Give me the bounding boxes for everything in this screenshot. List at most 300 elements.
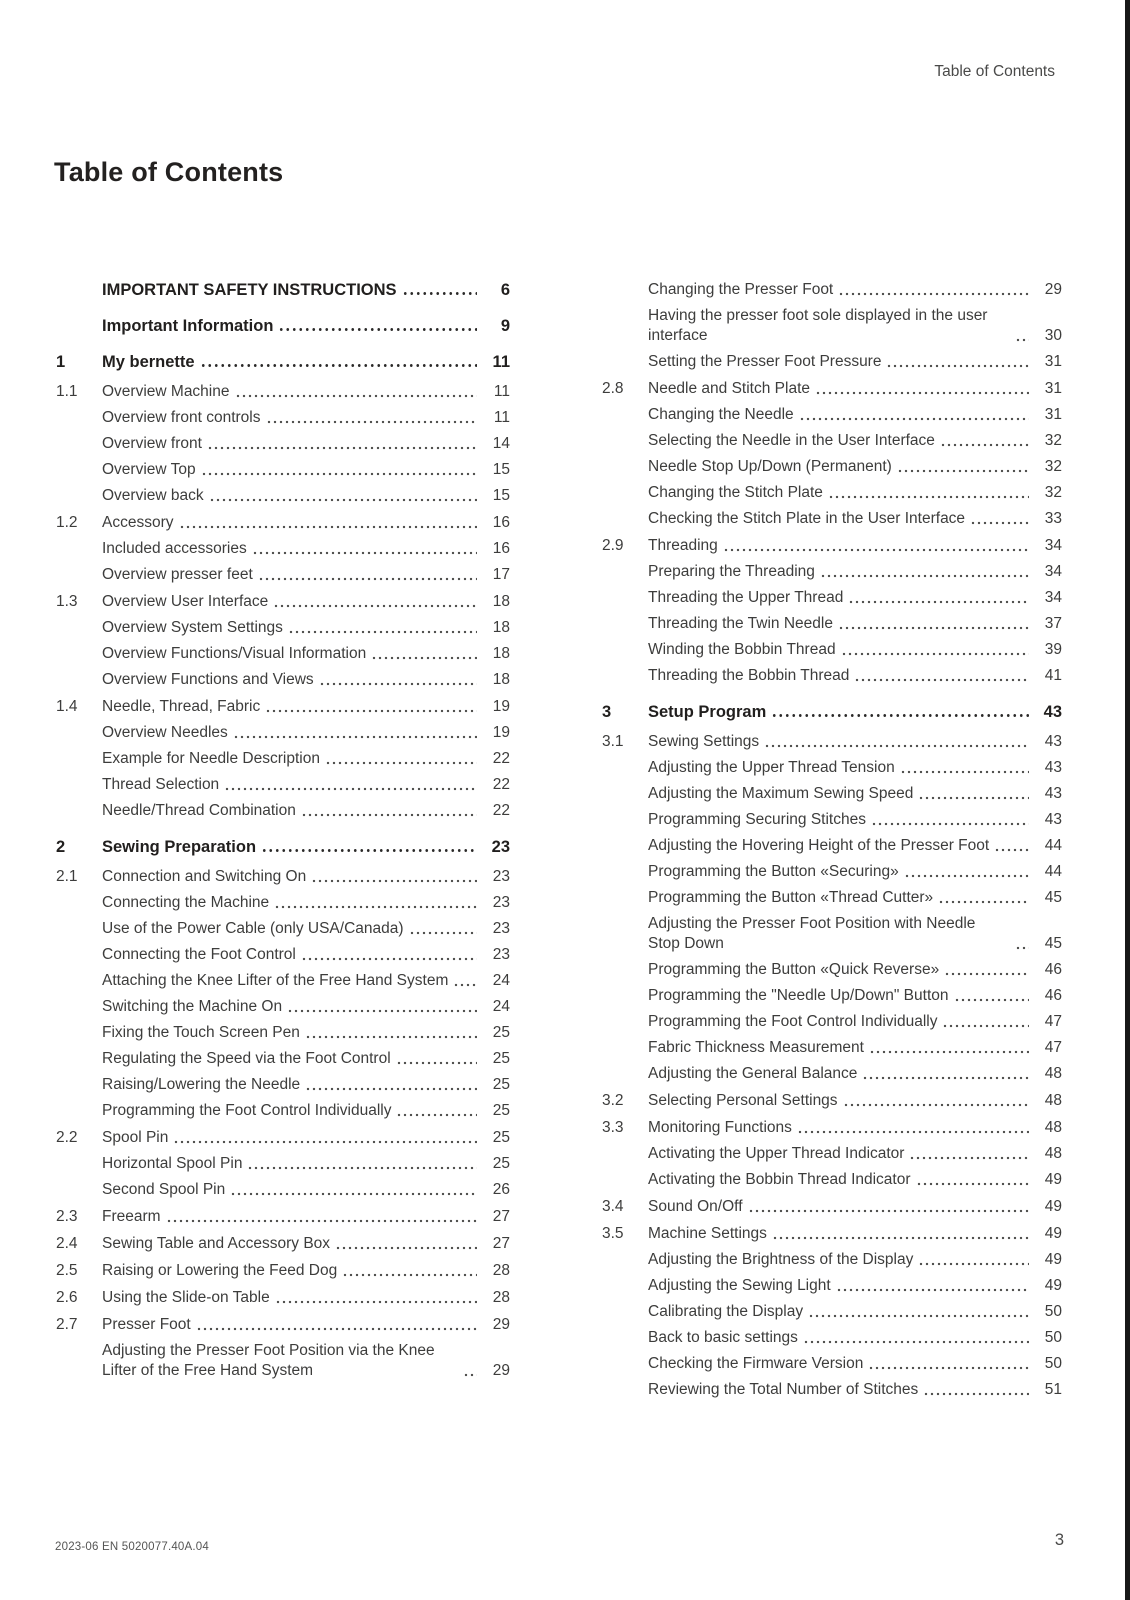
toc-entry-page: 19 (492, 724, 510, 741)
toc-entry (602, 457, 1062, 477)
toc-entry-title: Using the Slide-on Table (102, 1289, 270, 1306)
toc-entry (56, 316, 510, 336)
dot-leader (723, 547, 1029, 553)
dot-leader (274, 904, 477, 910)
dot-leader (918, 1261, 1029, 1267)
toc-entry (56, 460, 510, 480)
toc-entry-title: Changing the Presser Foot (648, 281, 834, 298)
toc-entry-page: 43 (1044, 811, 1062, 828)
toc-entry (56, 434, 510, 454)
toc-entry-page: 48 (1044, 1092, 1062, 1109)
toc-entry-page: 34 (1044, 589, 1062, 606)
toc-entry (56, 971, 510, 991)
dot-leader (848, 599, 1029, 605)
toc-entry-page: 23 (492, 920, 510, 937)
dot-leader (275, 1299, 477, 1305)
toc-entry-title: Second Spool Pin (102, 1181, 226, 1198)
toc-entry (56, 618, 510, 638)
toc-entry-page: 50 (1044, 1303, 1062, 1320)
dot-leader (938, 899, 1029, 905)
toc-entry (56, 1288, 510, 1308)
toc-entry-number: 1.1 (56, 383, 78, 400)
toc-entry (602, 1276, 1062, 1296)
toc-entry (56, 1315, 510, 1335)
toc-entry-title: Freearm (102, 1208, 161, 1225)
dot-leader (808, 1313, 1029, 1319)
toc-entry-title: Overview Machine (102, 383, 230, 400)
toc-entry (602, 405, 1062, 425)
toc-entry-title: Winding the Bobbin Thread (648, 641, 836, 658)
dot-leader (305, 1086, 477, 1092)
toc-entry-title: Overview front controls (102, 409, 261, 426)
toc-entry (602, 784, 1062, 804)
toc-entry (56, 801, 510, 821)
toc-entry-number: 1.4 (56, 698, 78, 715)
toc-entry-title: Changing the Stitch Plate (648, 484, 823, 501)
toc-entry-title: Important Information (102, 317, 274, 335)
dot-leader (371, 655, 477, 661)
toc-entry-number: 2.1 (56, 868, 78, 885)
toc-entry-title: Connecting the Machine (102, 894, 270, 911)
toc-entry-title: Programming the Button «Securing» (648, 863, 899, 880)
toc-entry-title: Attaching the Knee Lifter of the Free Hand System (102, 972, 449, 989)
toc-entry (602, 702, 1062, 722)
toc-entry-page: 25 (492, 1050, 510, 1067)
dot-leader (335, 1245, 477, 1251)
toc-entry (602, 1380, 1062, 1400)
toc-entry-page: 27 (492, 1208, 510, 1225)
toc-entry-page: 24 (492, 972, 510, 989)
dot-leader (301, 812, 477, 818)
toc-entry-number: 1.2 (56, 514, 78, 531)
toc-entry-page: 6 (500, 281, 510, 299)
toc-entry-number: 3.5 (602, 1225, 624, 1242)
toc-entry-page: 32 (1044, 432, 1062, 449)
toc-entry-title: Adjusting the Sewing Light (648, 1277, 831, 1294)
toc-entry (602, 1197, 1062, 1217)
toc-entry-title: Threading the Twin Needle (648, 615, 833, 632)
dot-leader (772, 1235, 1029, 1241)
toc-entry-title: Checking the Stitch Plate in the User Interface (648, 510, 966, 527)
dot-leader (196, 1326, 477, 1332)
toc-entry (602, 306, 1062, 346)
toc-entry (602, 666, 1062, 686)
dot-leader (820, 573, 1029, 579)
toc-entry-number: 3.4 (602, 1198, 624, 1215)
toc-entry-title: Changing the Needle (648, 406, 794, 423)
toc-entry-page: 25 (492, 1155, 510, 1172)
toc-entry (56, 893, 510, 913)
toc-entry (56, 513, 510, 533)
toc-entry-number: 1 (56, 353, 66, 371)
toc-entry (602, 1170, 1062, 1190)
toc-entry-page: 28 (492, 1262, 510, 1279)
toc-entry (56, 867, 510, 887)
dot-leader (797, 1129, 1029, 1135)
dot-leader (173, 1139, 477, 1145)
dot-leader (900, 769, 1029, 775)
toc-entry-title: IMPORTANT SAFETY INSTRUCTIONS (102, 281, 397, 299)
toc-entry-page: 28 (492, 1289, 510, 1306)
toc-entry-title: Needle/Thread Combination (102, 802, 296, 819)
toc-entry-page: 23 (492, 894, 510, 911)
toc-entry-page: 31 (1044, 380, 1062, 397)
dot-leader (916, 1181, 1029, 1187)
toc-entry (602, 758, 1062, 778)
toc-entry-page: 18 (492, 671, 510, 688)
toc-entry (56, 837, 510, 857)
toc-entry-title: Adjusting the Upper Thread Tension (648, 759, 895, 776)
toc-entry-page: 43 (1044, 785, 1062, 802)
toc-entry (602, 862, 1062, 882)
dot-leader (942, 1023, 1029, 1029)
footer-doc-code: 2023-06 EN 5020077.40A.04 (55, 1541, 209, 1553)
toc-entry (602, 1091, 1062, 1111)
toc-entry-page: 15 (492, 461, 510, 478)
toc-entry (56, 1341, 510, 1381)
toc-entry-number: 2.9 (602, 537, 624, 554)
toc-entry-title: Preparing the Threading (648, 563, 815, 580)
toc-entry (56, 486, 510, 506)
toc-entry (56, 945, 510, 965)
toc-entry-title: Thread Selection (102, 776, 220, 793)
toc-entry-number: 2.8 (602, 380, 624, 397)
toc-entry-title: Accessory (102, 514, 174, 531)
toc-entry-page: 25 (492, 1129, 510, 1146)
toc-entry-page: 23 (492, 946, 510, 963)
toc-entry-title: Overview User Interface (102, 593, 269, 610)
toc-entry (56, 382, 510, 402)
toc-entry-number: 3.3 (602, 1119, 624, 1136)
toc-entry (56, 997, 510, 1017)
toc-entry (602, 588, 1062, 608)
toc-entry-title: Programming the "Needle Up/Down" Button (648, 987, 949, 1004)
toc-entry-page: 43 (1044, 733, 1062, 750)
toc-entry-page: 46 (1044, 987, 1062, 1004)
toc-entry (602, 483, 1062, 503)
toc-entry-number: 3.1 (602, 733, 624, 750)
toc-entry-page: 23 (492, 868, 510, 885)
toc-entry (602, 888, 1062, 908)
toc-entry (56, 1101, 510, 1121)
toc-entry-page: 45 (1044, 889, 1062, 906)
toc-entry (602, 1144, 1062, 1164)
dot-leader (230, 1191, 477, 1197)
dot-leader (201, 471, 477, 477)
dot-leader (940, 442, 1029, 448)
toc-entry-page: 34 (1044, 537, 1062, 554)
toc-entry-page: 25 (492, 1102, 510, 1119)
dot-leader (265, 708, 477, 714)
toc-entry-page: 16 (492, 514, 510, 531)
dot-leader (288, 629, 477, 635)
toc-entry-page: 49 (1044, 1171, 1062, 1188)
toc-entry-title: Programming Securing Stitches (648, 811, 866, 828)
toc-entry-page: 30 (1044, 327, 1062, 344)
toc-entry-title: Horizontal Spool Pin (102, 1155, 243, 1172)
toc-entry-page: 15 (492, 487, 510, 504)
footer-page-number: 3 (1054, 1531, 1064, 1549)
toc-entry (56, 723, 510, 743)
dot-leader (970, 520, 1029, 526)
toc-entry-page: 43 (1043, 703, 1062, 721)
toc-entry (56, 408, 510, 428)
toc-entry-title: Overview front (102, 435, 202, 452)
dot-leader (803, 1339, 1029, 1345)
dot-leader (252, 550, 477, 556)
toc-entry-page: 47 (1044, 1013, 1062, 1030)
toc-entry (56, 919, 510, 939)
toc-entry (602, 614, 1062, 634)
toc-entry-page: 17 (492, 566, 510, 583)
toc-entry-title: Back to basic settings (648, 1329, 798, 1346)
toc-entry-title: Programming the Button «Quick Reverse» (648, 961, 940, 978)
toc-entry (56, 644, 510, 664)
dot-leader (396, 1060, 477, 1066)
toc-entry (56, 749, 510, 769)
toc-entry-page: 26 (492, 1181, 510, 1198)
toc-entry-page: 29 (492, 1316, 510, 1333)
toc-entry (56, 1154, 510, 1174)
dot-leader (1015, 337, 1029, 343)
toc-entry (56, 352, 510, 372)
toc-entry (602, 562, 1062, 582)
toc-entry (602, 1250, 1062, 1270)
dot-leader (258, 576, 477, 582)
toc-entry-number: 2.6 (56, 1289, 78, 1306)
toc-entry-page: 31 (1044, 406, 1062, 423)
toc-entry-title: My bernette (102, 353, 195, 371)
toc-entry (56, 697, 510, 717)
toc-entry-number: 2.5 (56, 1262, 78, 1279)
toc-entry-page: 48 (1044, 1065, 1062, 1082)
dot-leader (233, 734, 477, 740)
toc-entry-title: Overview Top (102, 461, 196, 478)
toc-entry (602, 280, 1062, 300)
toc-entry-number: 3 (602, 703, 612, 721)
toc-entry-title: Adjusting the Maximum Sewing Speed (648, 785, 914, 802)
toc-entry-page: 47 (1044, 1039, 1062, 1056)
toc-column-left (56, 280, 510, 1406)
toc-column-right (602, 280, 1062, 1406)
toc-entry (56, 1261, 510, 1281)
dot-leader (843, 1102, 1029, 1108)
toc-entry-title: Selecting Personal Settings (648, 1092, 838, 1109)
toc-entry-title: Needle Stop Up/Down (Permanent) (648, 458, 892, 475)
toc-entry-page: 29 (492, 1362, 510, 1379)
toc-entry-title: Adjusting the Hovering Height of the Presser Foot (648, 837, 990, 854)
toc-entry-page: 18 (492, 619, 510, 636)
toc-entry-title: Overview back (102, 487, 204, 504)
toc-entry-title: Threading the Bobbin Thread (648, 667, 850, 684)
dot-leader (261, 847, 477, 854)
toc-entry-title: Included accessories (102, 540, 247, 557)
toc-entry-title: Activating the Upper Thread Indicator (648, 1145, 905, 1162)
toc-entry-page: 32 (1044, 484, 1062, 501)
toc-entry-page: 49 (1044, 1225, 1062, 1242)
toc-entry-title: Use of the Power Cable (only USA/Canada) (102, 920, 404, 937)
toc-entry-title: Regulating the Speed via the Foot Control (102, 1050, 391, 1067)
toc-entry-page: 22 (492, 776, 510, 793)
toc-entry-number: 3.2 (602, 1092, 624, 1109)
toc-entry (602, 1224, 1062, 1244)
toc-entry-page: 49 (1044, 1198, 1062, 1215)
toc-entry-title: Monitoring Functions (648, 1119, 792, 1136)
dot-leader (319, 681, 477, 687)
dot-leader (179, 524, 478, 530)
toc-entry (602, 1012, 1062, 1032)
dot-leader (301, 956, 477, 962)
dot-leader (311, 878, 477, 884)
toc-entry-number: 2.4 (56, 1235, 78, 1252)
toc-entry-title: Setup Program (648, 703, 767, 721)
toc-entry (602, 431, 1062, 451)
dot-leader (402, 290, 477, 297)
toc-entry-title: Sewing Table and Accessory Box (102, 1235, 331, 1252)
toc-entry-page: 18 (492, 593, 510, 610)
dot-leader (305, 1034, 477, 1040)
toc-entry-title: Overview Functions and Views (102, 671, 314, 688)
toc-entry (602, 640, 1062, 660)
toc-entry-title: Overview System Settings (102, 619, 283, 636)
toc-entry-page: 49 (1044, 1277, 1062, 1294)
page-title: Table of Contents (54, 157, 284, 187)
dot-leader (764, 743, 1029, 749)
toc-entry-page: 39 (1044, 641, 1062, 658)
toc-entry-title: Switching the Machine On (102, 998, 283, 1015)
toc-entry (602, 352, 1062, 372)
toc-entry-page: 19 (492, 698, 510, 715)
toc-entry-page: 34 (1044, 563, 1062, 580)
dot-leader (235, 393, 478, 399)
toc-entry-title: Sewing Preparation (102, 838, 257, 856)
toc-entry-title: Sewing Settings (648, 733, 760, 750)
toc-entry (602, 836, 1062, 856)
toc-entry-title: Threading the Upper Thread (648, 589, 844, 606)
dot-leader (836, 1287, 1029, 1293)
dot-leader (799, 416, 1029, 422)
dot-leader (207, 445, 477, 451)
dot-leader (897, 468, 1029, 474)
dot-leader (871, 821, 1029, 827)
toc-entry-page: 29 (1044, 281, 1062, 298)
dot-leader (771, 712, 1029, 719)
toc-entry (602, 986, 1062, 1006)
toc-entry-title: Overview Needles (102, 724, 228, 741)
toc-entry-page: 32 (1044, 458, 1062, 475)
toc-entry-page: 50 (1044, 1355, 1062, 1372)
toc-entry-title: Connection and Switching On (102, 868, 307, 885)
toc-entry (602, 1064, 1062, 1084)
toc-entry-page: 16 (492, 540, 510, 557)
toc-entry (56, 592, 510, 612)
toc-entry (56, 280, 510, 300)
toc-entry (56, 1180, 510, 1200)
toc-entry-page: 48 (1044, 1119, 1062, 1136)
toc-entry-page: 48 (1044, 1145, 1062, 1162)
toc-entry-title: Connecting the Foot Control (102, 946, 296, 963)
toc-entry-title: Selecting the Needle in the User Interface (648, 432, 935, 449)
toc-entry-title: Checking the Firmware Version (648, 1355, 864, 1372)
toc-entry (602, 960, 1062, 980)
toc-entry (56, 670, 510, 690)
toc-entry-page: 44 (1044, 837, 1062, 854)
toc-entry-page: 14 (492, 435, 510, 452)
toc-entry-number: 2.2 (56, 1129, 78, 1146)
toc-entry-page: 49 (1044, 1251, 1062, 1268)
dot-leader (200, 362, 477, 369)
toc-entry-title: Activating the Bobbin Thread Indicator (648, 1171, 911, 1188)
dot-leader (862, 1075, 1029, 1081)
toc-entry (602, 810, 1062, 830)
toc-entry (56, 1234, 510, 1254)
toc-entry (602, 914, 1062, 954)
toc-entry-title: Needle and Stitch Plate (648, 380, 810, 397)
toc-entry-title: Adjusting the Presser Foot Position with Needle Stop Down (648, 915, 976, 952)
toc-entry-title: Adjusting the Presser Foot Position via the Knee Lifter of the Free Hand System (102, 1342, 435, 1379)
toc-entry-page: 25 (492, 1024, 510, 1041)
dot-leader (748, 1208, 1030, 1214)
toc-entry-number: 2.7 (56, 1316, 78, 1333)
toc-entry (602, 509, 1062, 529)
dot-leader (209, 497, 477, 503)
toc-entry (56, 539, 510, 559)
toc-entry-page: 31 (1044, 353, 1062, 370)
toc-entry (56, 1128, 510, 1148)
dot-leader (247, 1165, 477, 1171)
dot-leader (944, 971, 1029, 977)
toc-entry-title: Example for Needle Description (102, 750, 320, 767)
toc-entry-title: Having the presser foot sole displayed in the user interface (648, 307, 988, 344)
dot-leader (325, 760, 477, 766)
toc-entry (602, 732, 1062, 752)
toc-entry-title: Presser Foot (102, 1316, 191, 1333)
toc-entry-title: Setting the Presser Foot Pressure (648, 353, 882, 370)
toc-entry-page: 44 (1044, 863, 1062, 880)
scan-edge-line (1125, 0, 1130, 1600)
toc-entry-page: 33 (1044, 510, 1062, 527)
toc-entry (56, 1049, 510, 1069)
dot-leader (287, 1008, 477, 1014)
dot-leader (453, 982, 477, 988)
dot-leader (838, 291, 1029, 297)
toc-entry-title: Programming the Button «Thread Cutter» (648, 889, 934, 906)
dot-leader (954, 997, 1030, 1003)
dot-leader (266, 419, 478, 425)
dot-leader (994, 847, 1029, 853)
toc-entry-title: Fabric Thickness Measurement (648, 1039, 864, 1056)
toc-entry-page: 37 (1044, 615, 1062, 632)
toc-entry-title: Programming the Foot Control Individually (648, 1013, 938, 1030)
toc-entry-page: 18 (492, 645, 510, 662)
toc-entry-number: 1.3 (56, 593, 78, 610)
dot-leader (166, 1218, 477, 1224)
toc-entry-title: Adjusting the Brightness of the Display (648, 1251, 914, 1268)
toc-entry (602, 1302, 1062, 1322)
toc-entry-page: 43 (1044, 759, 1062, 776)
dot-leader (224, 786, 477, 792)
dot-leader (868, 1365, 1029, 1371)
toc-entry-title: Sound On/Off (648, 1198, 743, 1215)
dot-leader (918, 795, 1029, 801)
dot-leader (838, 625, 1029, 631)
dot-leader (923, 1391, 1029, 1397)
toc-entry-title: Machine Settings (648, 1225, 767, 1242)
toc-entry-number: 2 (56, 838, 66, 856)
toc-entry-page: 11 (493, 409, 510, 426)
toc-entry-page: 25 (492, 1076, 510, 1093)
dot-leader (278, 326, 477, 333)
